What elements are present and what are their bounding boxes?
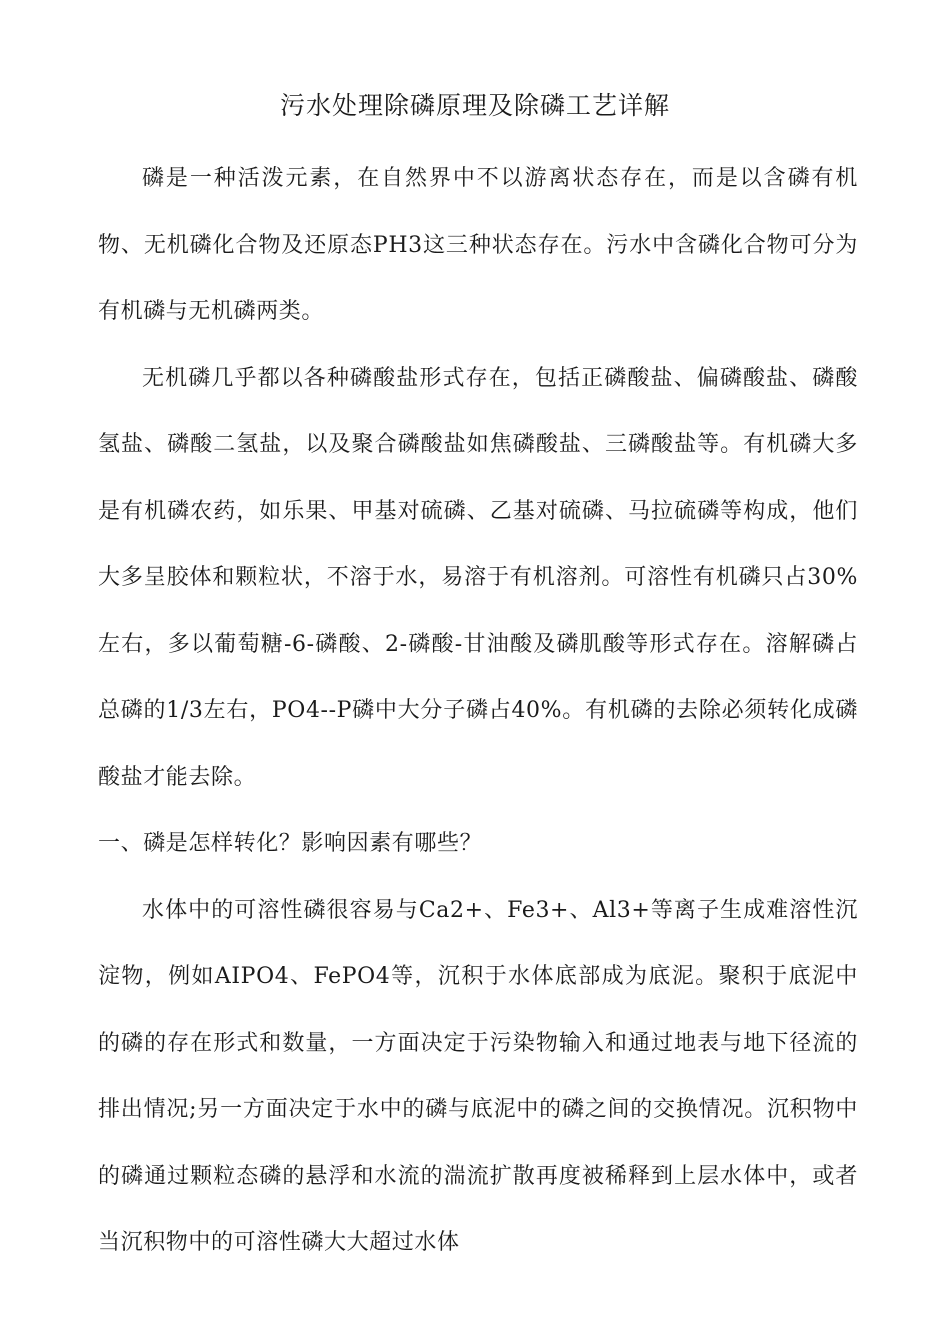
document-title: 污水处理除磷原理及除磷工艺详解 xyxy=(279,91,670,120)
paragraph-inorganic-organic-phosphorus: 无机磷几乎都以各种磷酸盐形式存在，包括正磷酸盐、偏磷酸盐、磷酸氢盐、磷酸二氢盐，以及聚合磷酸盐如焦磷酸盐、三磷酸盐等。有机磷大多是有机磷农药，如乐果、甲基对硫磷、乙基对硫磷、马拉硫磷等构成，他们大多呈胶体和颗粒状，不溶于水，易溶于有机溶剂。可溶性有机磷只占30%左右，多以葡萄糖-6-磷酸、2-磷酸-甘油酸及磷肌酸等形式存在。溶解磷占总磷的1/3左右，PO4--P磷中大分子磷占40%。有机磷的去除必须转化成磷酸盐才能去除。 xyxy=(98,365,858,790)
document-body xyxy=(98,146,858,1277)
paragraph-phosphorus-transformation: 水体中的可溶性磷很容易与Ca2+、Fe3+、Al3+等离子生成难溶性沉淀物，例如AIPO4、FePO4等，沉积于水体底部成为底泥。聚积于底泥中的磷的存在形式和数量，一方面决定于污染物输入和通过地表与地下径流的排出情况;另一方面决定于水中的磷与底泥中的磷之间的交换情况。沉积物中的磷通过颗粒态磷的悬浮和水流的湍流扩散再度被稀释到上层水体中，或者当沉积物中的可溶性磷大大超过水体 xyxy=(98,897,858,1255)
paragraph-phosphorus-intro: 磷是一种活泼元素，在自然界中不以游离状态存在，而是以含磷有机物、无机磷化合物及还原态PH3这三种状态存在。污水中含磷化合物可分为有机磷与无机磷两类。 xyxy=(98,166,858,324)
section-heading: 一、磷是怎样转化？影响因素有哪些？ xyxy=(98,831,483,856)
